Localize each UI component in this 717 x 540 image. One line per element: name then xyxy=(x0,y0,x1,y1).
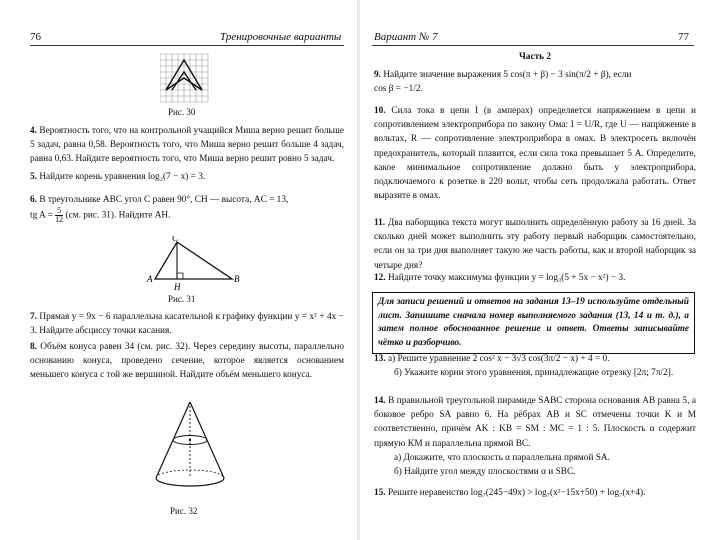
problem-5-number: 5. xyxy=(30,172,37,182)
problem-13-part-b: б) Укажите корни этого уравнения, принадлежащие отрезку [2π; 7π/2]. xyxy=(394,368,674,379)
problem-6-tg: tg A = xyxy=(30,210,53,221)
right-header-rule xyxy=(372,45,694,46)
problem-7-number: 7. xyxy=(30,312,37,322)
left-page-number: 76 xyxy=(30,31,41,43)
right-running-title: Вариант № 7 xyxy=(374,31,438,43)
problem-14 xyxy=(374,394,696,479)
problem-14-part-a: а) Докажите, что плоскость α параллельна прямой SA. xyxy=(394,452,610,463)
instructions-notice-box: Для записи решений и ответов на задания 13–19 используйте отдельный лист. Запишите сначала номер выполняемого задания (13, 14 и т. д.), а затем полное обоснованное решение и ответ. Ответы записывайте чётко и разборчиво. xyxy=(372,292,695,354)
figure-32-caption: Рис. 32 xyxy=(170,506,198,516)
problem-4 xyxy=(30,124,344,167)
problem-11-number: 11. xyxy=(374,218,386,228)
fig31-label-h: H xyxy=(174,282,181,292)
problem-12 xyxy=(374,271,696,285)
problem-9 xyxy=(374,68,696,96)
problem-6-fraction: $\frac{5}{12}$ xyxy=(55,206,64,225)
right-page-number: 77 xyxy=(678,31,689,43)
problem-13 xyxy=(374,352,696,380)
problem-8-number: 8. xyxy=(30,342,37,352)
problem-6-line1: В треугольнике ABC угол C равен 90°, CH — высота, AC = 13, xyxy=(39,195,289,205)
problem-10-text: Сила тока в цепи I (в амперах) определяется напряжением в цепи и сопротивлением электроприбора по закону Ома: I = U/R, где U — напряжение в вольтах, R — сопротивление электроприбора в омах. В электросеть включён предохранитель, который плавится, если сила тока превышает 5 А. Определите, какое минимальное сопротивление должно быть у электроприбора, подключаемого к розетке в 220 вольт, чтобы сеть продолжала работать. Ответ выразите в омах. xyxy=(374,106,696,202)
figure-31-caption: Рис. 31 xyxy=(168,294,196,304)
problem-6 xyxy=(30,193,344,224)
problem-8-text: Объём конуса равен 34 (см. рис. 32). Через середину высоты, параллельно основанию конуса, проведено сечение, которое является основанием меньшего конуса с той же вершиной. Найдите объём меньшего конуса. xyxy=(30,342,344,381)
problem-15-number: 15. xyxy=(374,488,386,498)
left-running-title: Тренировочные варианты xyxy=(220,31,342,43)
problem-4-number: 4. xyxy=(30,126,37,136)
problem-4-text: Вероятность того, что на контрольной учащийся Миша верно решит больше 5 задач, равна 0,58. Вероятность того, что Миша верно решит больше 4 задач, равна 0,63. Найдите вероятность того, что Миша верно решит ровно 5 задач. xyxy=(30,126,344,165)
problem-15 xyxy=(374,486,696,500)
figure-32-cone xyxy=(150,396,230,496)
fig31-label-a: A xyxy=(147,274,153,284)
fig31-label-c: C xyxy=(172,236,179,243)
left-header-rule xyxy=(30,45,344,46)
problem-10 xyxy=(374,104,696,203)
problem-9-line1: Найдите значение выражения 5 cos(π + β) − 3 sin(π/2 + β), если xyxy=(383,70,632,80)
problem-12-number: 12. xyxy=(374,273,386,283)
problem-5-text: Найдите корень уравнения log₂(7 − x) = 3. xyxy=(39,172,206,182)
problem-9-number: 9. xyxy=(374,70,381,80)
problem-8 xyxy=(30,340,344,383)
problem-13-part-a: а) Решите уравнение 2 cos² x − 3√3 cos(3π/2 − x) + 4 = 0. xyxy=(387,354,610,364)
problem-14-number: 14. xyxy=(374,396,386,406)
figure-30-grid xyxy=(160,52,210,104)
problem-9-line2: cos β = −1/2. xyxy=(374,84,423,95)
figure-30-caption: Рис. 30 xyxy=(168,107,196,117)
problem-11 xyxy=(374,216,696,273)
problem-12-text: Найдите точку максимума функции y = log₃(5 + 5x − x²) − 3. xyxy=(387,273,626,283)
problem-7 xyxy=(30,310,344,338)
fig31-label-b: B xyxy=(234,274,240,284)
problem-13-number: 13. xyxy=(374,354,386,364)
problem-15-text: Решите неравенство log₇(245−49x) > log₇(x²−15x+50) + log₇(x+4). xyxy=(387,488,646,498)
right-page xyxy=(360,0,717,540)
problem-6-number: 6. xyxy=(30,195,37,205)
part-title: Часть 2 xyxy=(518,52,552,62)
left-page xyxy=(0,0,357,540)
figure-31-triangle xyxy=(145,236,245,294)
problem-14-text: В правильной треугольной пирамиде SABC сторона основания AB равна 5, а боковое ребро SA равно 6. На рёбрах AB и SC отмечены точки K и M соответственно, причём AK : KB = SM : MC = 1 : 5. Плоскость α содержит прямую KM и параллельна прямой BC. xyxy=(374,396,696,449)
problem-5 xyxy=(30,170,344,184)
problem-7-text: Прямая y = 9x − 6 параллельна касательной к графику функции y = x² + 4x − 3. Найдите абсциссу точки касания. xyxy=(30,312,345,337)
problem-14-part-b: б) Найдите угол между плоскостями α и SBC. xyxy=(394,467,576,478)
problem-10-number: 10. xyxy=(374,106,386,116)
problem-6-line2: (см. рис. 31). Найдите AH. xyxy=(65,210,171,221)
problem-11-text: Два наборщика текста могут выполнить определённую работу за 16 дней. За сколько дней может выполнить эту работу первый наборщик самостоятельно, если он за три дня выполняет такую же часть работы, как и второй наборщик за четыре дня? xyxy=(374,218,696,271)
